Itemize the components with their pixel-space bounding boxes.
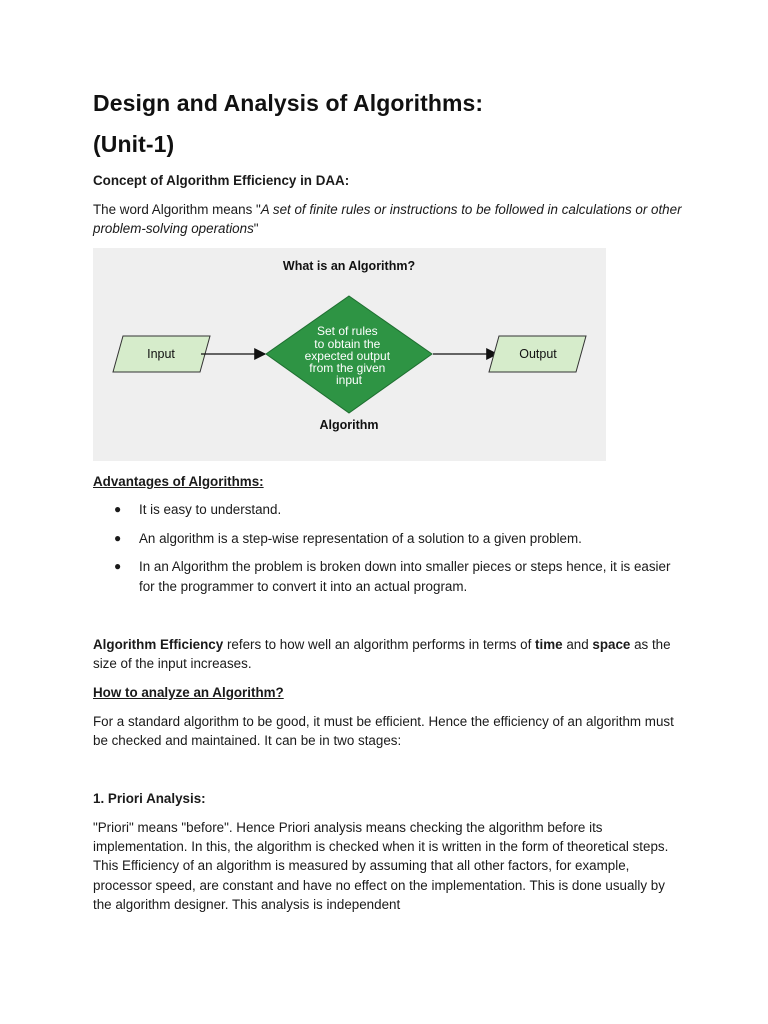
diagram-title: What is an Algorithm? [282,259,416,273]
diamond-line-2: to obtain the [314,337,381,351]
definition-suffix: " [253,221,259,237]
efficiency-time: time [535,637,563,652]
algorithm-diagram [93,248,606,461]
advantages-heading: Advantages of Algorithms: [93,474,264,489]
efficiency-space: space [592,637,631,652]
definition-prefix: The word Algorithm means " [93,202,261,217]
definition-quote: A set of finite rules or instructions to be followed in calculations or other problem-solving operations [93,202,682,237]
diagram-caption: Algorithm [319,418,379,432]
efficiency-text-2: as the size of the input increases. [93,637,671,672]
algorithm-diagram-svg [93,248,606,461]
diamond-line-5: input [335,373,363,387]
document-title: Design and Analysis of Algorithms: [93,90,484,116]
list-item-text: An algorithm is a step-wise representation of a solution to a given problem. [139,531,582,546]
priori-paragraph: "Priori" means "before". Hence Priori analysis means checking the algorithm before its implementation. In this, the algorithm is checked when it is written in the form of theoretical steps. This Efficiency of an algorithm is measured by assuming that all other factors, for example, processor speed, are constant and have no effect on the implementation. This is done usually by the algorithm designer. This analysis is independent [93,820,669,912]
diamond-line-3: expected output [304,349,391,363]
efficiency-paragraph [93,635,683,673]
bullet-icon: ● [114,559,122,573]
list-item-text: In an Algorithm the problem is broken down into smaller pieces or steps hence, it is easier for the programmer to convert it into an actual program. [139,559,671,594]
efficiency-and: and [562,637,593,652]
input-label: Input [147,347,175,361]
concept-heading: Concept of Algorithm Efficiency in DAA: [93,173,350,188]
efficiency-term: Algorithm Efficiency [93,637,224,652]
list-item-text: It is easy to understand. [139,502,282,517]
document-subtitle: (Unit-1) [93,131,175,157]
priori-heading: 1. Priori Analysis: [93,791,206,806]
analyze-heading: How to analyze an Algorithm? [93,685,284,700]
bullet-icon: ● [114,531,122,545]
analyze-paragraph: For a standard algorithm to be good, it must be efficient. Hence the efficiency of an algorithm must be checked and maintained. It can be in two stages: [93,714,674,749]
bullet-icon: ● [114,502,122,516]
diamond-line-4: from the given [309,361,386,375]
diamond-line-1: Set of rules [316,324,378,338]
output-label: Output [519,347,557,361]
definition-paragraph [93,200,683,238]
efficiency-text-1: refers to how well an algorithm performs in terms of [223,637,536,652]
